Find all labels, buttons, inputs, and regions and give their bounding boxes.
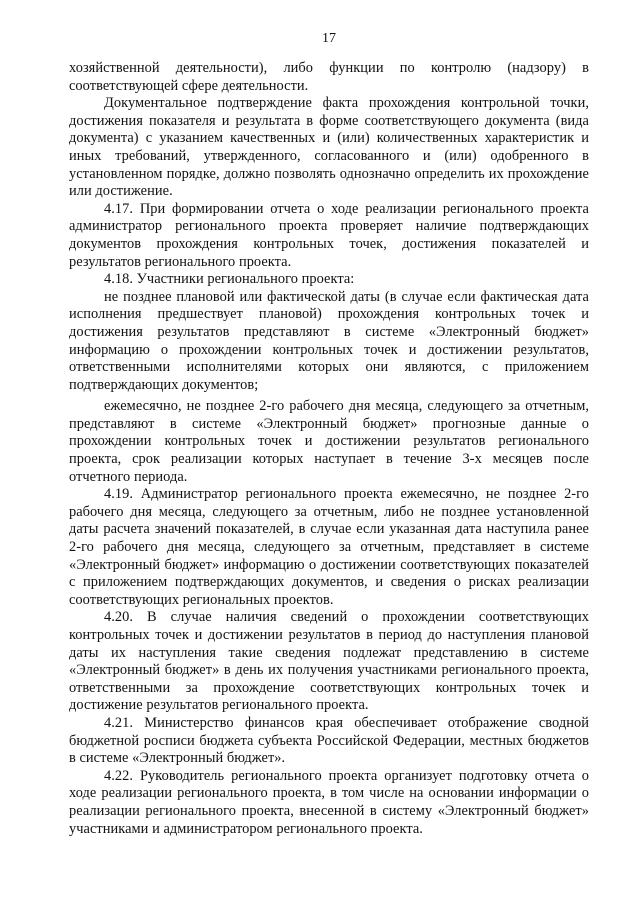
paragraph-4-21: 4.21. Министерство финансов края обеспечивает отображение сводной бюджетной росписи бюджета субъекта Российской Федерации, местных бюджетов в системе «Электронный бюджет». (69, 714, 589, 767)
paragraph-4-22: 4.22. Руководитель регионального проекта организует подготовку отчета о ходе реализации регионального проекта, в том числе на основании информации о реализации регионального проекта, внесенной в систему «Электронный бюджет» участниками и администратором регионального проекта. (69, 767, 589, 837)
document-page (69, 30, 589, 838)
paragraph-4-18: 4.18. Участники регионального проекта: (104, 271, 355, 288)
paragraph-4-19: 4.19. Администратор регионального проекта ежемесячно, не позднее 2-го рабочего дня месяца, следующего за отчетным, либо не позднее установленной даты расчета значений показателей, в случае если указанная дата наступила ранее 2-го рабочего дня месяца, следующего за отчетным, представляет в системе «Электронный бюджет» информацию о достижении соответствующих показателей с приложением подтверждающих документов, и сведения о рисках реализации соответствующих региональных проектов. (69, 486, 589, 608)
paragraph-documentary-confirmation: Документальное подтверждение факта прохождения контрольной точки, достижения показателя и результата в форме соответствующего документа (вида документа) с указанием качественных и (или) количественных характеристик и иных требований, утвержденного, согласованного и (или) одобренного в установленном порядке, должно позволять однозначно определить их прохождение или достижение. (69, 95, 589, 200)
paragraph-4-18-item-1: не позднее плановой или фактической даты (в случае если фактическая дата исполнения предшествует плановой) прохождения контрольных точек и достижения результатов представляют в системе «Электронный бюджет» информацию о прохождении контрольных точек и достижении результатов, ответственными исполнителями которых они являются, с приложением подтверждающих документов; (69, 288, 589, 393)
paragraph-continuation: хозяйственной деятельности), либо функции по контролю (надзору) в соответствующей сфере деятельности. (69, 60, 589, 94)
paragraph-4-18-item-2: ежемесячно, не позднее 2-го рабочего дня месяца, следующего за отчетным, представляют в системе «Электронный бюджет» прогнозные данные о прохождении контрольных точек и достижении результатов регионального проекта, срок реализации которых наступает в течение 3-х месяцев после отчетного периода. (69, 398, 589, 485)
paragraph-4-17: 4.17. При формировании отчета о ходе реализации регионального проекта администратор регионального проекта проверяет наличие подтверждающих документов прохождения контрольных точек, достижения показателей и результатов регионального проекта. (69, 200, 589, 270)
page-number: 17 (322, 31, 336, 46)
paragraph-4-20: 4.20. В случае наличия сведений о прохождении соответствующих контрольных точек и достижении результатов в период до наступления плановой даты их наступления такие сведения подлежат представлению в системе «Электронный бюджет» в день их получения участниками регионального проекта, ответственными за прохождение соответствующих контрольных точек и достижение результатов регионального проекта. (69, 609, 589, 714)
